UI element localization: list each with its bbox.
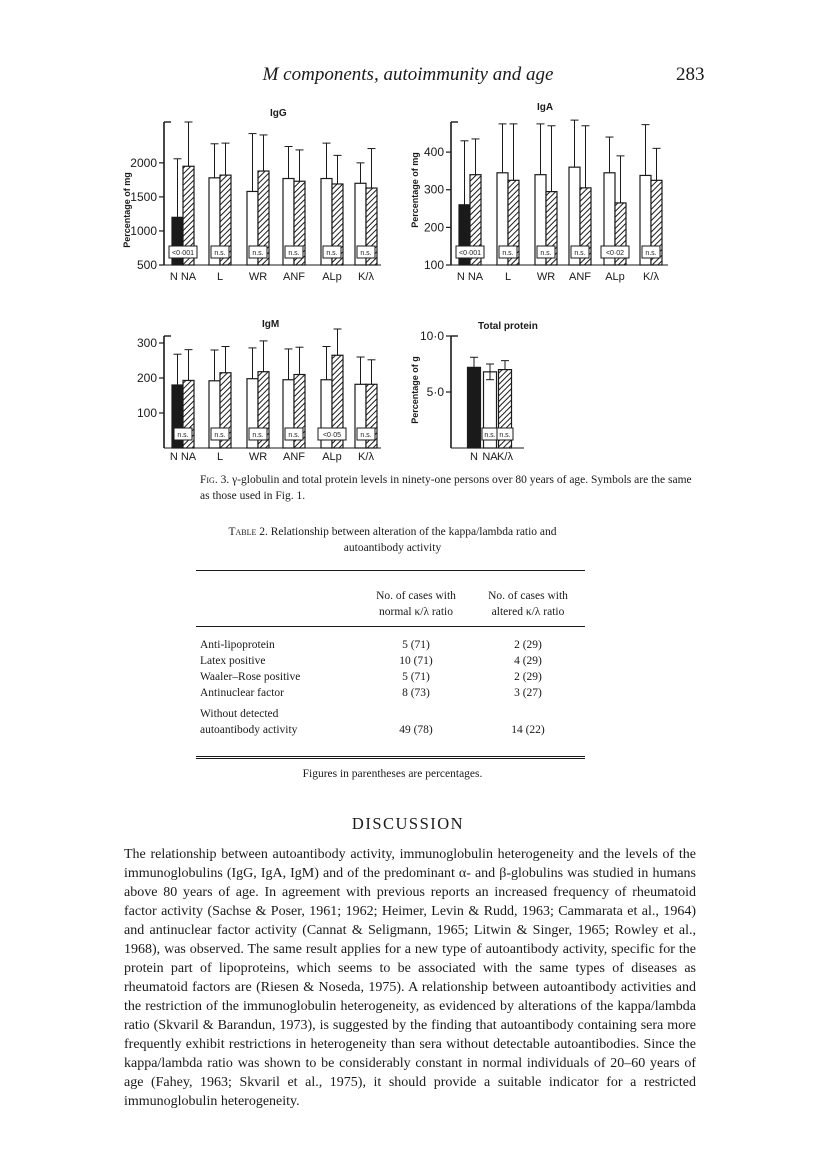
significance-label: n.s. — [360, 432, 372, 439]
y-tick-label: 1000 — [130, 223, 157, 238]
y-axis-label: Percentage of mg — [410, 152, 420, 228]
category-label: K/λ — [497, 451, 513, 463]
table-cell-altered: 2 (29) — [514, 639, 542, 651]
table-cell-altered: 4 (29) — [514, 655, 542, 667]
y-tick-label: 200 — [136, 371, 157, 385]
page-number: 283 — [676, 64, 705, 85]
table-bottom-rule — [196, 756, 585, 759]
y-tick-label: 400 — [423, 145, 444, 160]
significance-label: n.s. — [360, 250, 372, 257]
y-tick-label: 10·0 — [419, 329, 444, 343]
significance-label: n.s. — [177, 432, 189, 439]
y-tick-label: 300 — [423, 182, 444, 197]
table-title-text: Relationship between alteration of the kappa/lambda ratio and autoantibody activity — [267, 526, 557, 554]
y-tick-label: 100 — [136, 406, 157, 420]
significance-label: n.s. — [288, 432, 300, 439]
y-tick-label: 5·0 — [426, 385, 444, 399]
col-header-normal: No. of cases with normal κ/λ ratio — [376, 590, 456, 618]
table-cell-altered: 14 (22) — [511, 724, 545, 736]
significance-label: n.s. — [252, 250, 264, 257]
paragraph-text: The relationship between autoantibody activity, immunoglobulin heterogeneity and the levels of the immunoglobulins (IgG, IgA, IgM) and of the predominant α- and β-globulins was studied in humans above 80 years of age. In agreement with previous reports an increased frequency of rheumatoid factor activity (Sachse & Poser, 1961; 1962; Heimer, Levin & Rudd, 1963; Cammarata et al., 1964) and antinuclear factor activity (Cannat & Seligmann, 1965; Litwin & Singer, 1965; Rowley et al., 1968), was observed. The same result applies for a new type of autoantibody activity, specific for the protein part of lipoproteins, which seems to be associated with the same types of diseases as rheumatoid factors are (Riesen & Noseda, 1975). A relationship between autoantibody activities and the restriction of the immunoglobulin heterogeneity, as evidenced by alterations of the kappa/lambda ratio (Skvaril & Barandun, 1973), is suggested by the finding that autoantibody containing sera more frequently exhibit restrictions in heterogeneity than sera without detectable autoantibodies. Since the kappa/lambda ratio was shown to be considerably constant in normal individuals of 20–60 years of age (Fahey, 1963; Skvaril et al., 1975), it should provide a suitable indicator for a restricted immunoglobulin heterogeneity. — [124, 847, 696, 1109]
y-tick-label: 300 — [136, 336, 157, 350]
y-tick-label: 1500 — [130, 189, 157, 204]
table-row-label: Waaler–Rose positive — [200, 671, 301, 683]
group-label: ANF — [283, 451, 305, 463]
table-header-rule — [196, 626, 585, 627]
table-cell-normal: 49 (78) — [399, 724, 433, 736]
significance-label: n.s. — [214, 432, 226, 439]
y-tick-label: 500 — [136, 258, 157, 272]
chart-title: IgM — [262, 319, 280, 330]
significance-label: n.s. — [574, 250, 586, 257]
group-label: ANF — [569, 271, 591, 283]
figure-3 — [0, 0, 816, 470]
group-label: N NA — [169, 271, 197, 283]
group-label: WR — [536, 271, 556, 283]
group-label: K/λ — [643, 271, 659, 283]
significance-label: <0·001 — [172, 250, 194, 257]
table-cell-altered: 2 (29) — [514, 671, 542, 683]
significance-label: n.s. — [288, 250, 300, 257]
caption-text: γ-globulin and total protein levels in ninety-one persons over 80 years of age. Symbols are the same as those used in Fig. 1. — [200, 474, 692, 502]
group-label: ALp — [322, 271, 342, 283]
group-label: N NA — [456, 271, 484, 283]
col-header-altered: No. of cases with altered κ/λ ratio — [488, 590, 568, 618]
group-label: K/λ — [358, 451, 374, 463]
significance-label: n.s. — [499, 432, 511, 439]
table-lead: Table 2. — [228, 526, 268, 538]
running-title: M components, autoimmunity and age — [262, 64, 554, 85]
y-tick-label: 100 — [423, 258, 444, 272]
significance-label: <0·02 — [605, 250, 625, 257]
significance-label: n.s. — [214, 250, 226, 257]
bar — [468, 367, 481, 448]
group-label: ALp — [322, 451, 342, 463]
significance-label: n.s. — [540, 250, 552, 257]
y-tick-label: 200 — [423, 220, 444, 235]
category-label: NA — [482, 451, 498, 463]
significance-label: n.s. — [484, 432, 496, 439]
chart-title: IgG — [270, 108, 287, 119]
y-tick-label: 2000 — [130, 155, 157, 170]
discussion-paragraph — [124, 845, 696, 1111]
significance-label: n.s. — [326, 250, 338, 257]
caption-lead: Fig. 3. — [200, 474, 230, 486]
group-label: WR — [248, 451, 268, 463]
group-label: WR — [248, 271, 268, 283]
table-row-label: autoantibody activity — [200, 724, 298, 736]
y-axis-label: Percentage of g — [410, 356, 420, 424]
category-label: N — [470, 451, 478, 463]
table-row-label: Latex positive — [200, 655, 266, 667]
significance-label: <0·001 — [459, 250, 481, 257]
chart-title: IgA — [537, 102, 554, 113]
group-label: N NA — [169, 451, 197, 463]
group-label: L — [216, 451, 224, 463]
table-row-label: Anti-lipoprotein — [200, 639, 275, 651]
group-label: L — [216, 271, 224, 283]
table-cell-normal: 5 (71) — [402, 671, 430, 683]
group-label: ALp — [605, 271, 625, 283]
table-footnote: Figures in parentheses are percentages. — [302, 768, 483, 780]
group-label: L — [504, 271, 512, 283]
table-row-label: Antinuclear factor — [200, 687, 284, 699]
significance-label: <0·05 — [322, 432, 342, 439]
chart-title: Total protein — [478, 321, 538, 332]
significance-label: n.s. — [502, 250, 514, 257]
group-label: ANF — [283, 271, 305, 283]
figure-caption — [200, 472, 700, 504]
table-cell-normal: 5 (71) — [402, 639, 430, 651]
section-heading: DISCUSSION — [351, 814, 465, 833]
table-title — [200, 524, 585, 556]
table-cell-altered: 3 (27) — [514, 687, 542, 699]
table-cell-normal: 10 (71) — [399, 655, 433, 667]
table-cell-normal: 8 (73) — [402, 687, 430, 699]
y-axis-label: Percentage of mg — [122, 172, 132, 248]
significance-label: n.s. — [645, 250, 657, 257]
significance-label: n.s. — [252, 432, 264, 439]
table-top-rule — [196, 570, 585, 571]
group-label: K/λ — [358, 271, 374, 283]
table-row-label: Without detected — [200, 708, 279, 720]
